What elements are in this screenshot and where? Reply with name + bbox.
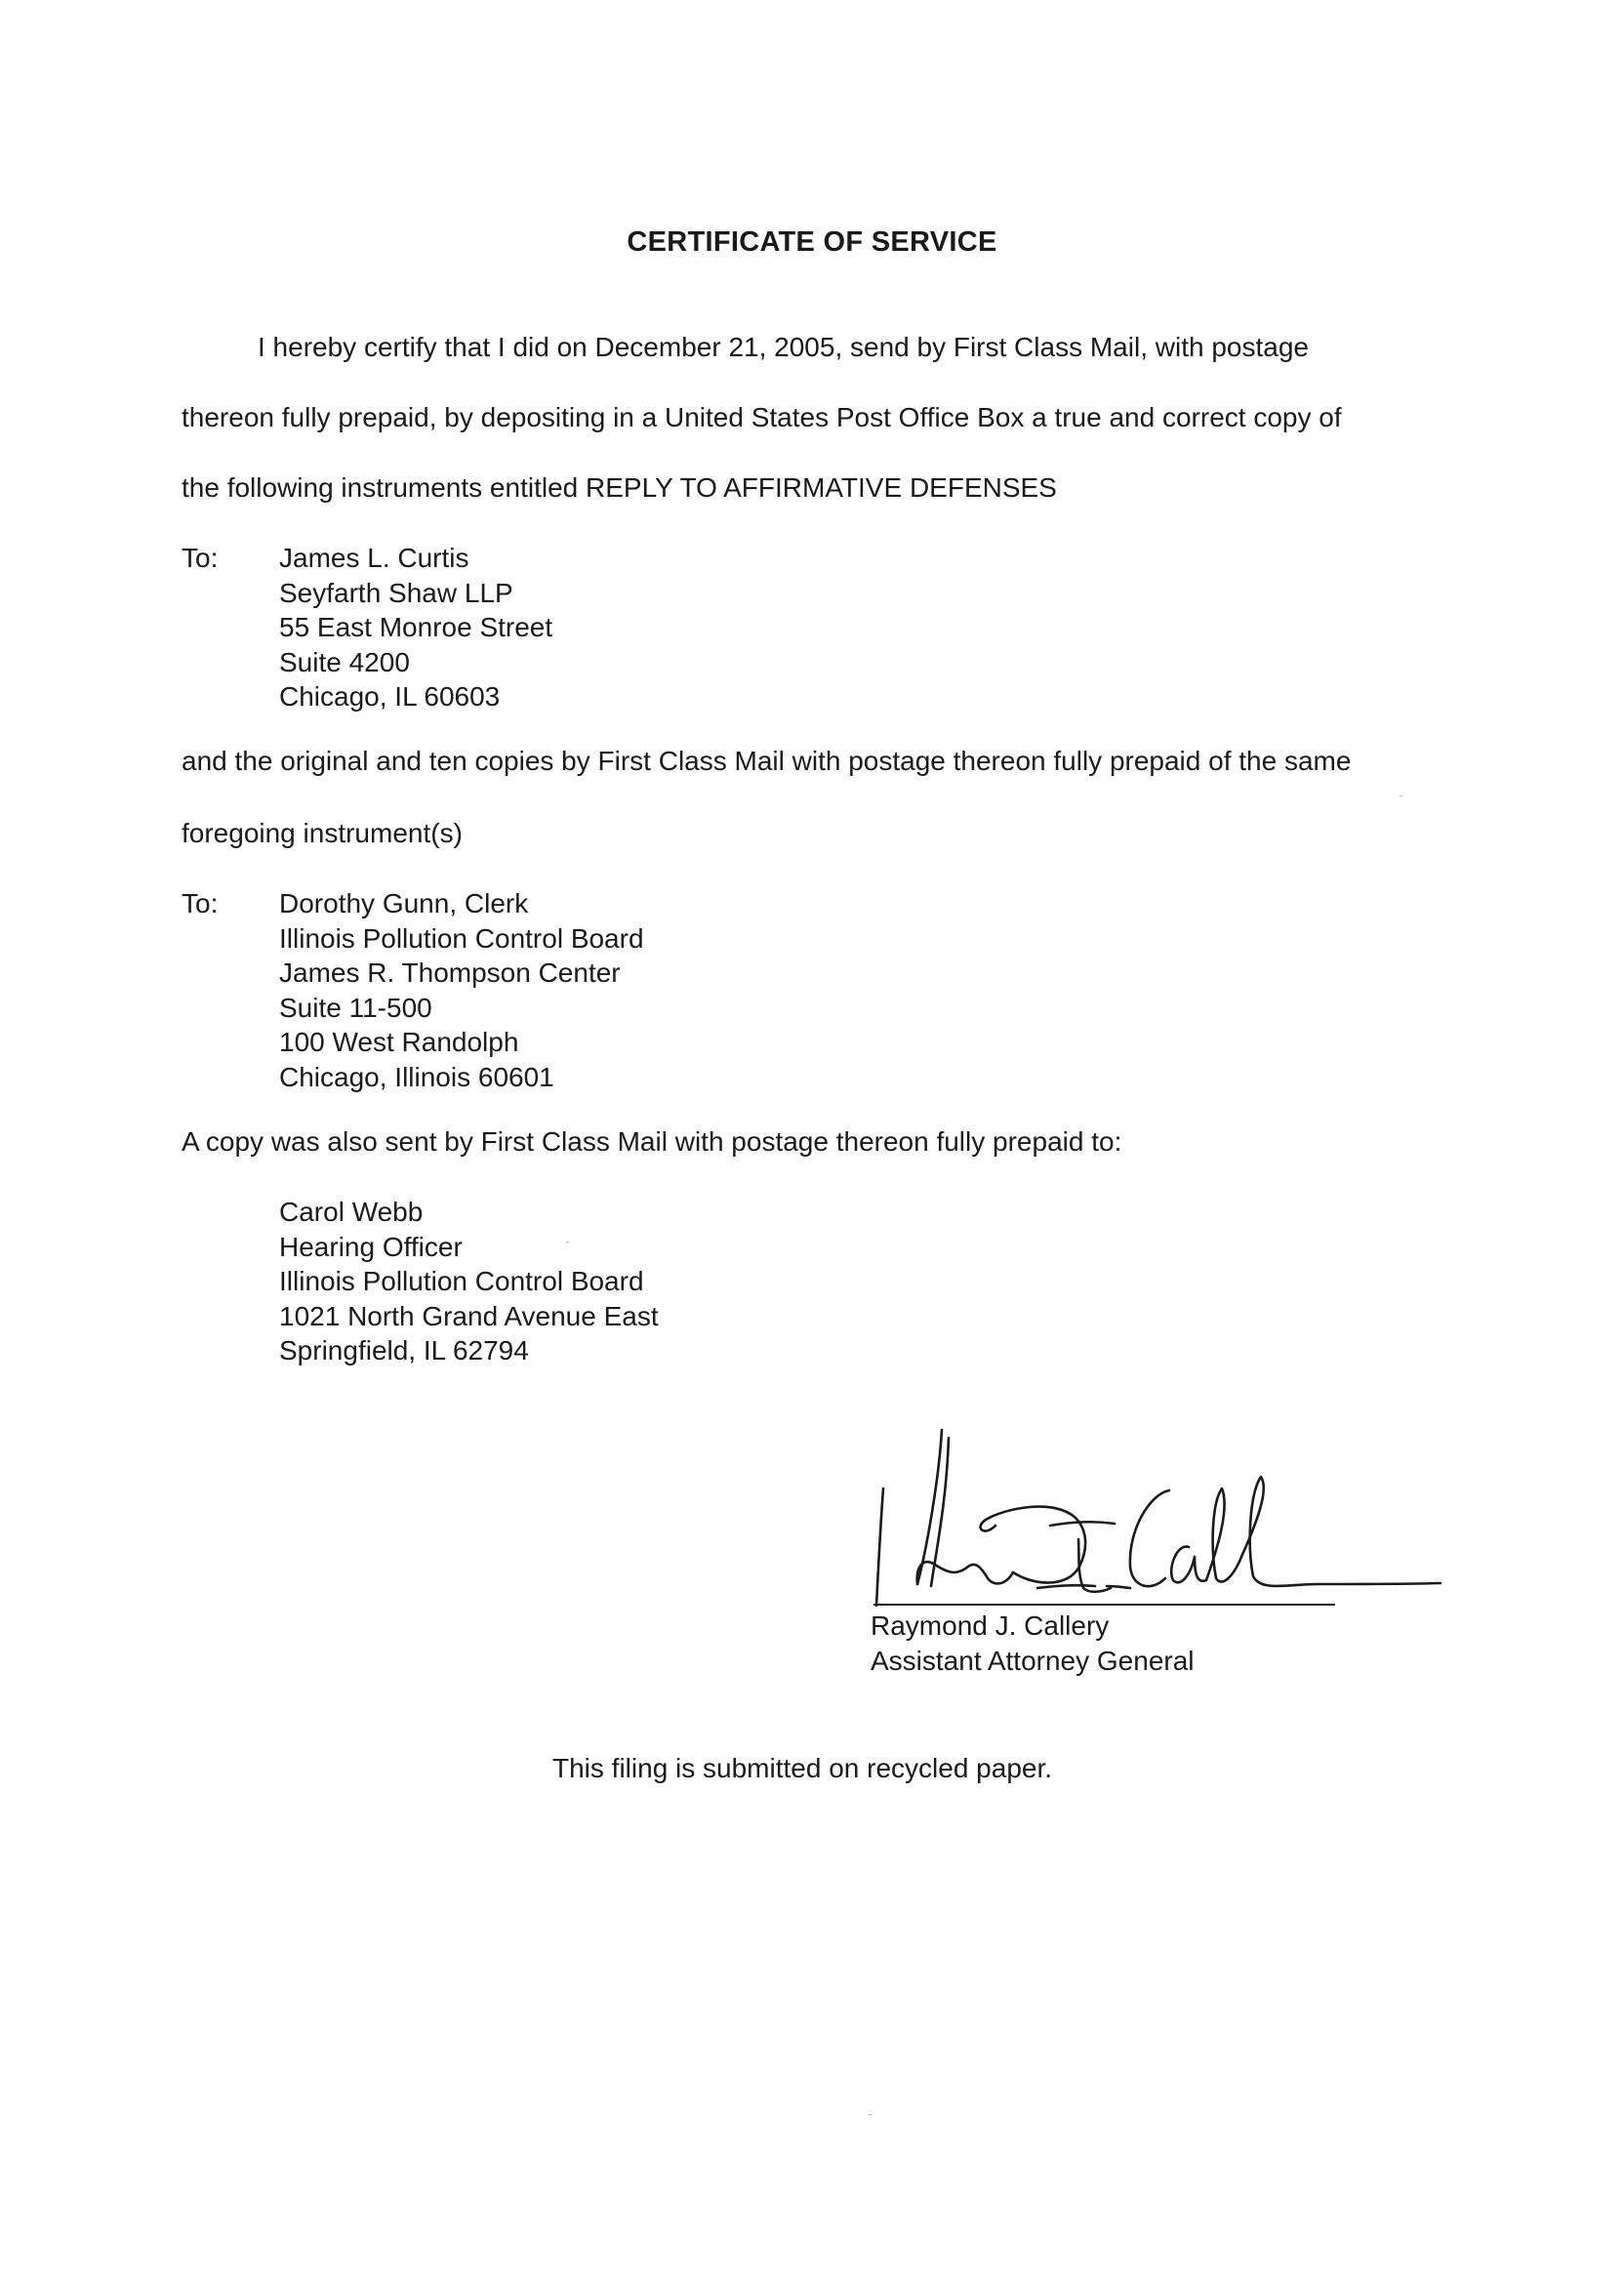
address-line: Suite 4200 — [279, 646, 410, 677]
signature-line — [873, 1604, 1335, 1606]
scan-speck — [869, 2114, 872, 2115]
paragraph-1-line-1: I hereby certify that I did on December 21, 2005, send by First Class Mail, with postage — [258, 332, 1309, 362]
address-line: Carol Webb — [279, 1197, 424, 1227]
address-line: Seyfarth Shaw LLP — [279, 577, 513, 608]
paragraph-3-line-1: A copy was also sent by First Class Mail with postage thereon fully prepaid to: — [182, 1126, 1122, 1157]
paragraph-1-line-3: the following instruments entitled REPLY TO AFFIRMATIVE DEFENSES — [182, 472, 1057, 503]
recipient-1-to-label: To: — [182, 543, 219, 573]
paragraph-2-line-1: and the original and ten copies by First Class Mail with postage thereon fully prepaid of the same — [182, 746, 1352, 776]
recycled-paper-note: This filing is submitted on recycled paper. — [552, 1753, 1053, 1783]
recipient-1-address — [279, 541, 552, 714]
address-line: Illinois Pollution Control Board — [279, 1266, 644, 1296]
address-line: James L. Curtis — [279, 543, 469, 573]
address-line: Chicago, Illinois 60601 — [279, 1061, 554, 1092]
recipient-2-address — [279, 886, 644, 1094]
address-line: Dorothy Gunn, Clerk — [279, 888, 529, 918]
address-line: Hearing Officer — [279, 1231, 463, 1262]
address-line: Suite 11-500 — [279, 992, 432, 1023]
address-line: James R. Thompson Center — [279, 958, 621, 988]
signer-name: Raymond J. Callery — [871, 1610, 1110, 1641]
address-line: Chicago, IL 60603 — [279, 681, 501, 712]
address-line: Illinois Pollution Control Board — [279, 922, 644, 954]
paragraph-2-line-2: foregoing instrument(s) — [182, 818, 463, 848]
document-title: CERTIFICATE OF SERVICE — [627, 226, 997, 258]
address-line: Springfield, IL 62794 — [279, 1335, 529, 1365]
address-line: 1021 North Grand Avenue East — [279, 1300, 659, 1331]
recipient-2-to-label: To: — [182, 888, 219, 918]
recipient-3-address — [279, 1195, 659, 1368]
scan-speck — [566, 1242, 569, 1243]
address-line: 100 West Randolph — [279, 1027, 519, 1057]
address-line: 55 East Monroe Street — [279, 612, 553, 642]
scan-speck — [1400, 795, 1402, 796]
signer-title: Assistant Attorney General — [871, 1646, 1195, 1676]
handwritten-signature — [859, 1420, 1444, 1615]
paragraph-1-line-2: thereon fully prepaid, by depositing in a United States Post Office Box a true and correct copy of — [182, 402, 1342, 432]
